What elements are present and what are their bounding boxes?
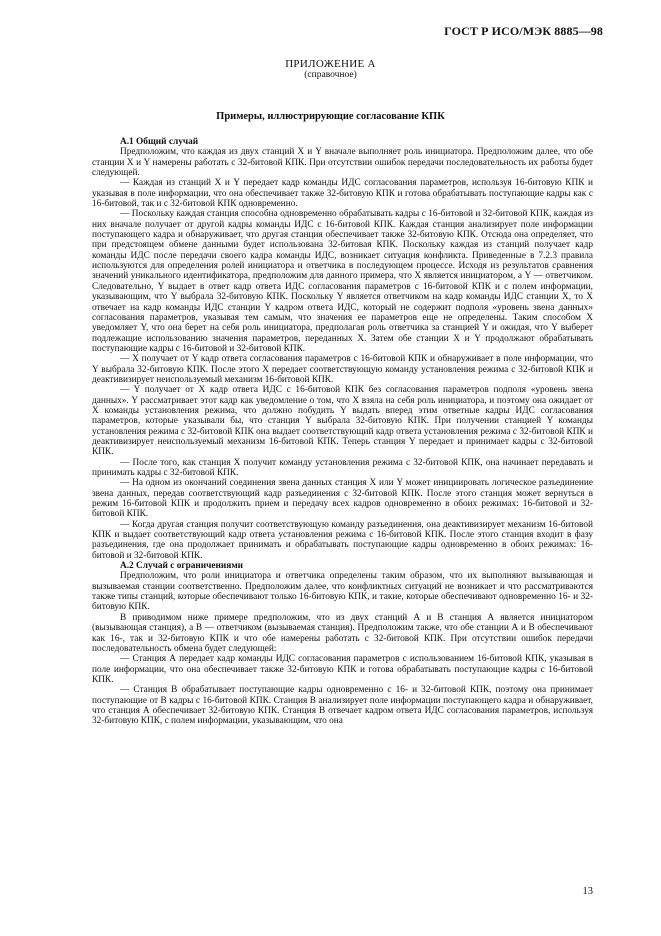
section-heading: А.2 Случай с ограничениями [120, 561, 244, 572]
annex-title: ПРИЛОЖЕНИЕ А [285, 58, 376, 70]
page-number: 13 [582, 886, 593, 897]
paragraph: — Поскольку каждая станция способна одновременно обрабатывать кадры с 16-битовой и 32-битовой КПК, каждая из них вначале получает от другой кадры команды ИДС с 16-битовой КПК. Каждая станция анализирует поле информации поступающего кадра и обнаруживает, что другая станция обеспечивает также 32-битовую КПК. Отсюда она определяет, что при предстоящем обмене данными будет использована 32-битовая КПК. Поскольку каждая из станций получает кадр команды ИДС после передачи своего кадра команды ИДС, возникает ситуация конфликта. Приведенные в 7.2.3 правила используются для определения ролей инициатора и ответчика в последующем процессе. Исходя из результатов сравнения значений уникального идентификатора, предположим для данного примера, что X является инициатором, а Y — ответчиком. Следовательно, Y выдает в ответ кадр ответа ИДС согласования параметров с 16-битовой КПК и с полем информации, указывающим, что Y выбрала 32-битовую КПК. Поскольку Y является ответчиком на кадр команды ИДС станции X, то X отвечает на кадр команды ИДС станции Y кадром ответа ИДС, который не содержит подполя «уровень звена данных» согласования параметров, указывая тем самым, что значения ее параметров еще не определены. Таким способом X уведомляет Y, что она берет на себя роль инициатора, предполагая роль ответчика за станцией Y и ожидая, что Y выберет подлежащие использованию значения параметров, переданных X. Затем обе станции X и Y продолжают обрабатывать поступающие кадры с 16-битовой и 32-битовой КПК. [92, 209, 593, 354]
document-code: ГОСТ Р ИСО/МЭК 8885—98 [444, 24, 603, 38]
paragraph: — X получает от Y кадр ответа согласования параметров с 16-битовой КПК и обнаруживает в поле информации, что Y выбрала 32-битовую КПК. После этого X передает соответствующую команду установления режима с 32-битовой КПК и деактивизирует неиспользуемый механизм 16-битовой КПК. [92, 354, 593, 385]
paragraph: — На одном из окончаний соединения звена данных станция X или Y может инициировать логическое разъединение звена данных, передав соответствующий кадр разъединения с 32-битовой КПК. После этого станция может вернуться в режим 16-битовой КПК и продолжить прием и передачу всех кадров одновременно в обоих режимах: 16-битовой и 32-битовой КПК. [92, 478, 593, 520]
body-text [92, 137, 593, 727]
paragraph: — Y получает от X кадр ответа ИДС с 16-битовой КПК без согласования параметров подполя «уровень звена данных». Y рассматривает этот кадр как уведомление о том, что X взяла на себя роль инициатора, и поэтому она ожидает от X команды установления режима, что должно побудить Y выдать вперед этим ответные кадры ИДС согласования параметров, которые указывали бы, что станция Y выбрала 32-битовую КПК. При получении станцией Y команды установления режима с 32-битовой КПК она выдает соответствующий кадр ответа установления режима с 32-битовой КПК и деактивизирует неиспользуемый механизм 16-битовой КПК. Теперь станция Y передает и принимает кадры с 32-битовой КПК. [92, 385, 593, 458]
paragraph: Предположим, что роли инициатора и ответчика определены таким образом, что их выполняют вызывающая и вызываемая станции соответственно. Предположим далее, что конфликтных ситуаций не возникает и что рассматриваются также типы станций, которые обеспечивают только 16-битовую КПК, и такие, которые обеспечивают одновременно 16- и 32-битовую КПК. [92, 571, 593, 613]
paragraph: — Станция А передает кадр команды ИДС согласования параметров с использованием 16-битовой КПК, указывая в поле информации, что она обеспечивает также 32-битовую КПК и готова обрабатывать поступающие кадры с 16-битовой КПК. [92, 654, 593, 685]
section-heading: А.1 Общий случай [120, 137, 199, 147]
annex-subtitle: (справочное) [304, 70, 357, 80]
paragraph: — Когда другая станция получит соответствующую команду разъединения, она деактивизирует механизм 16-битовой КПК и выдает соответствующий кадр ответа установления режима с 16-битовой КПК. После этого станция входит в фазу разъединения, где она продолжает принимать и обрабатывать поступающие кадры одновременно в обоих режимах: 16-битовой и 32-битовой КПК. [92, 519, 593, 561]
paragraph: — Станция В обрабатывает поступающие кадры одновременно с 16- и 32-битовой КПК, поэтому она принимает поступающие от В кадры с 16-битовой КПК. Станция В анализирует поле информации поступающего кадра и обнаруживает, что станция А обеспечивает 32-битовую КПК. Станция В отвечает кадром ответа ИДС согласования параметров, используя 32-битовую КПК, с полем информации, указывающим, что она [92, 685, 593, 727]
main-title: Примеры, иллюстрирующие согласование КПК [216, 111, 445, 122]
paragraph: — Каждая из станций X и Y передает кадр команды ИДС согласования параметров, используя 16-битовую КПК и указывая в поле информации, что она обеспечивает также 32-битовую КПК и готова обрабатывать поступающие кадры как с 16-битовой, так и с 32-битовой КПК одновременно. [92, 178, 593, 210]
paragraph: Предположим, что каждая из двух станций X и Y вначале выполняет роль инициатора. Предположим далее, что обе станции X и Y намерены работать с 32-битовой КПК. При отсутствии ошибок передачи последовательность их работы будет следующей. [92, 147, 593, 179]
paragraph: — После того, как станция X получит команду установления режима с 32-битовой КПК, она начинает передавать и принимать кадры с 32-битовой КПК. [92, 457, 593, 478]
paragraph: В приводимом ниже примере предположим, что из двух станций А и В станция А является инициатором (вызывающая станция), а В — ответчиком (вызываемая станция). Предположим также, что обе станции А и В обеспечивают как 16-, так и 32-битовую КПК и что обе намерены работать с 32-битовой КПК. При отсутствии ошибок передачи последовательность обмена будет следующей: [92, 612, 593, 654]
